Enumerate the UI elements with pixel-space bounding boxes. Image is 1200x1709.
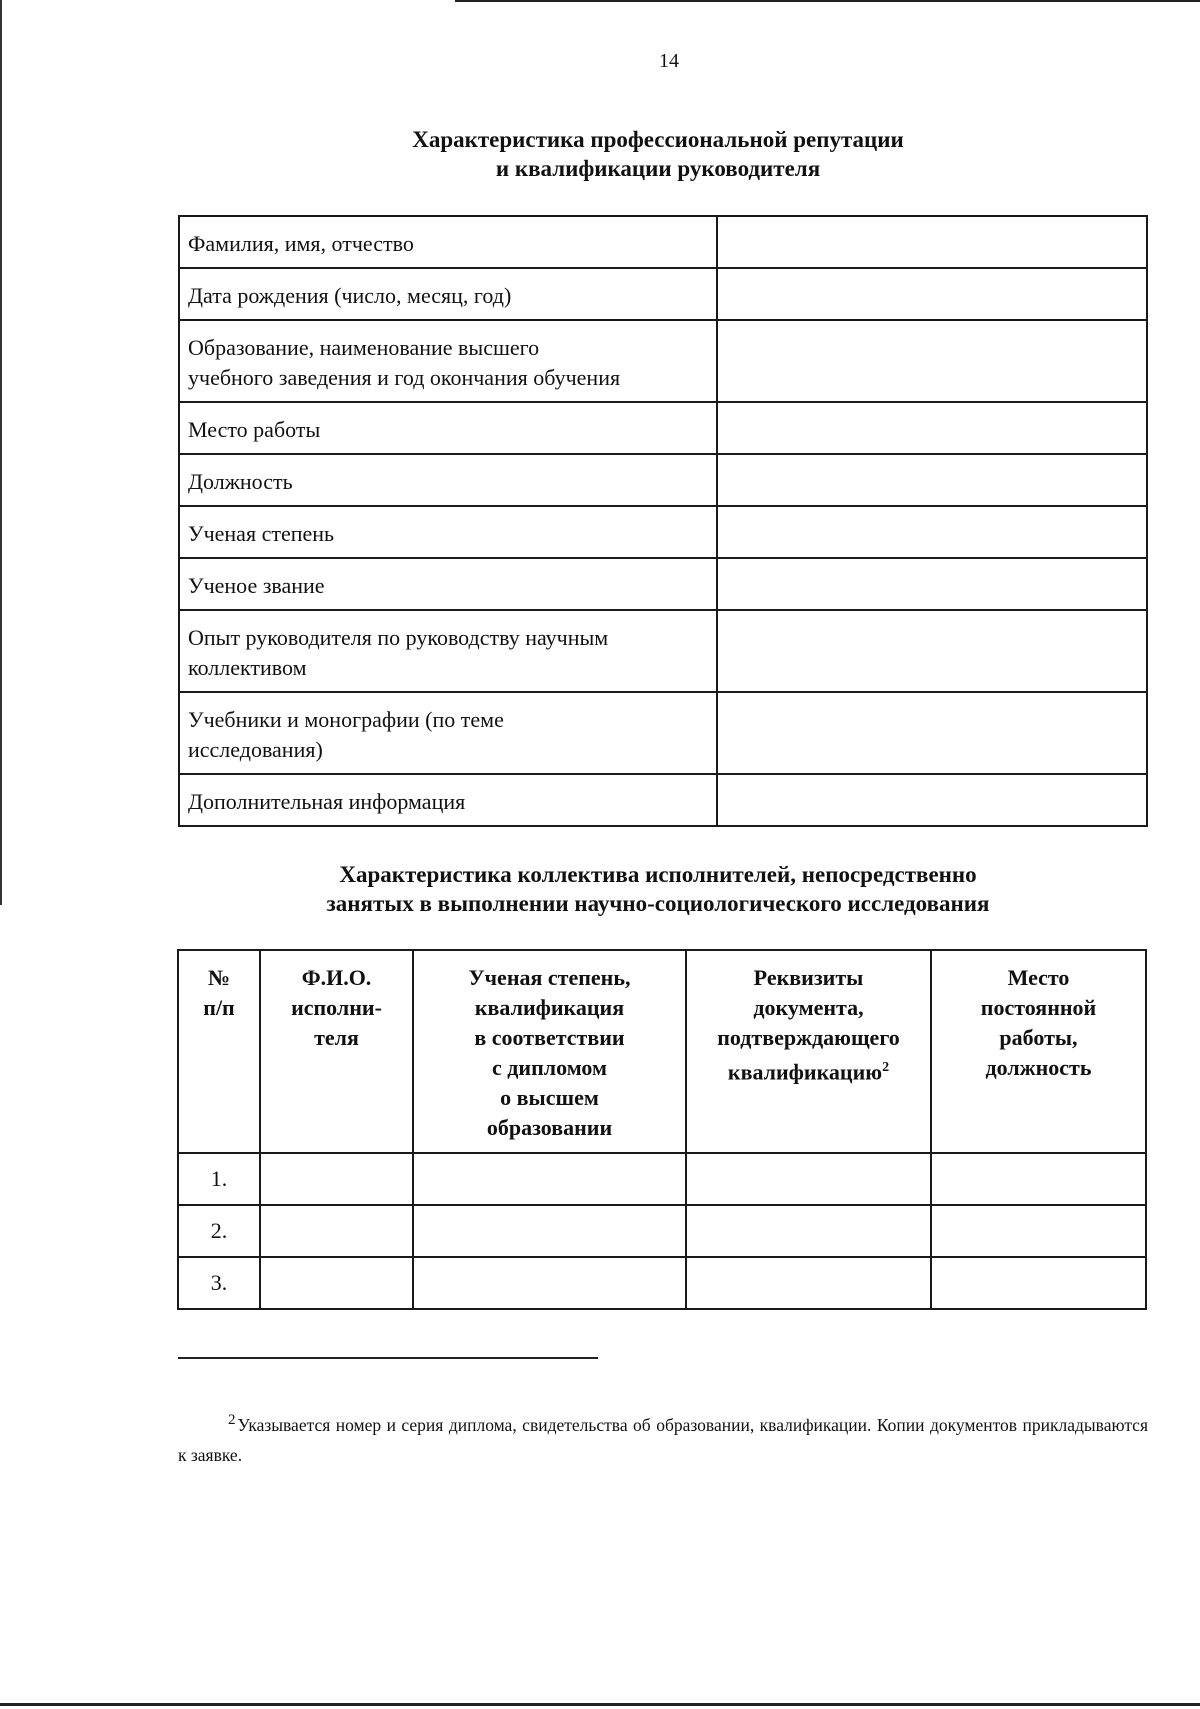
row-label: Дополнительная информация [179,774,717,826]
row-label: Ученая степень [179,506,717,558]
value-cell[interactable] [717,216,1147,268]
table-row [178,1205,1146,1257]
value-cell[interactable] [717,268,1147,320]
footnote-number: 2 [228,1412,236,1428]
leader-info-table [178,215,1148,827]
table-cell[interactable] [413,1257,686,1309]
value-cell[interactable] [717,320,1147,402]
value-cell[interactable] [717,454,1147,506]
footnote-mark: 2 [882,1060,890,1075]
leader-section-title [178,125,1138,183]
table-row [178,1257,1146,1309]
table-cell[interactable] [931,1153,1146,1205]
table-row [179,268,1147,320]
row-label: Ученое звание [179,558,717,610]
page-number: 14 [659,50,679,72]
row-label: Учебники и монографии (по теме исследования) [179,692,717,774]
row-label: Образование, наименование высшего учебного заведения и год окончания обучения [179,320,717,402]
table-row [179,692,1147,774]
table-row [179,610,1147,692]
value-cell[interactable] [717,774,1147,826]
row-number: 2. [178,1205,260,1257]
footnote-text: Указывается номер и серия диплома, свидетельства об образовании, квалификации. Копии документов прикладываются к заявке. [178,1415,1148,1465]
table-row [179,774,1147,826]
row-number: 3. [178,1257,260,1309]
title-line: Характеристика коллектива исполнителей, непосредственно [339,862,977,887]
table-row [179,216,1147,268]
header-row [178,950,1146,1153]
title-line: Характеристика профессиональной репутации [412,127,904,152]
scan-edge-top [455,0,1200,2]
header-degree: Ученая степень, квалификация в соответствии с дипломом о высшем образовании [413,950,686,1153]
scan-edge-bottom [0,1703,1200,1706]
table-row [179,558,1147,610]
table-row [179,320,1147,402]
team-table [177,949,1147,1310]
table-cell[interactable] [686,1205,931,1257]
row-number: 1. [178,1153,260,1205]
header-number: № п/п [178,950,260,1153]
row-label: Фамилия, имя, отчество [179,216,717,268]
table-row [179,402,1147,454]
team-section-title [178,860,1138,918]
footnote-separator [178,1357,598,1359]
table-cell[interactable] [686,1257,931,1309]
value-cell[interactable] [717,610,1147,692]
value-cell[interactable] [717,692,1147,774]
header-workplace: Место постоянной работы, должность [931,950,1146,1153]
table-row [178,1153,1146,1205]
title-line: и квалификации руководителя [495,156,821,181]
value-cell[interactable] [717,506,1147,558]
table-cell[interactable] [686,1153,931,1205]
row-label: Должность [179,454,717,506]
table-cell[interactable] [260,1257,413,1309]
value-cell[interactable] [717,558,1147,610]
table-cell[interactable] [931,1257,1146,1309]
header-document: Реквизиты документа, подтверждающего квалификацию$^2$ [686,950,931,1153]
table-cell[interactable] [413,1153,686,1205]
scan-edge-left [0,0,2,905]
table-row [179,454,1147,506]
table-cell[interactable] [260,1205,413,1257]
title-line: занятых в выполнении научно-социологического исследования [326,891,990,916]
table-cell[interactable] [260,1153,413,1205]
table-row [179,506,1147,558]
row-label: Опыт руководителя по руководству научным коллективом [179,610,717,692]
header-fio: Ф.И.О. исполни- теля [260,950,413,1153]
row-label: Место работы [179,402,717,454]
footnote [178,1405,1148,1470]
row-label: Дата рождения (число, месяц, год) [179,268,717,320]
table-cell[interactable] [931,1205,1146,1257]
table-cell[interactable] [413,1205,686,1257]
value-cell[interactable] [717,402,1147,454]
